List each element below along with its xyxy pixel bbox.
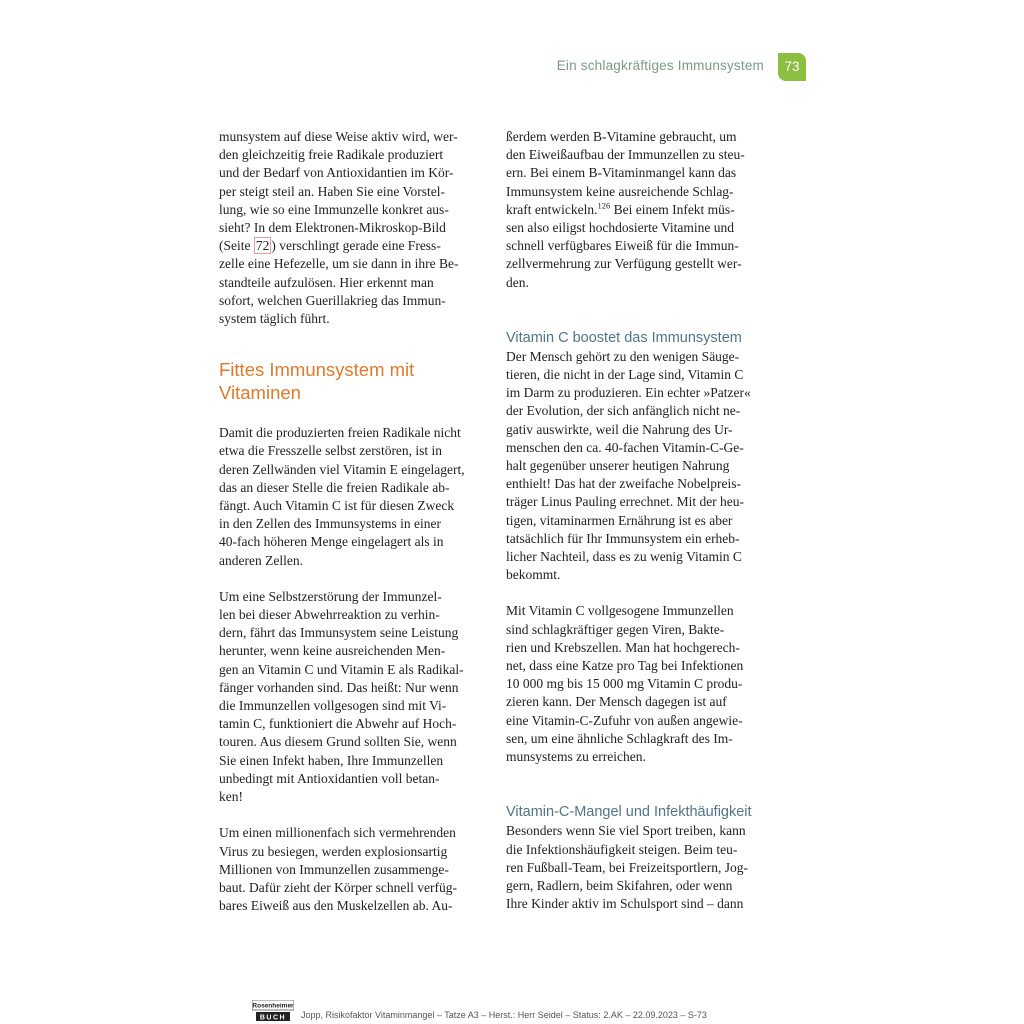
right-paragraph-4: Besonders wenn Sie viel Sport treiben, kann die Infektionshäufigkeit steigen. Beim teu- ren Fußball-Team, bei Freizeitsportlern, Jog- gern, Radlern, beim Skifahren, oder wenn Ihre Kinder aktiv im Schulsport sind – dann: [506, 823, 748, 912]
left-paragraph-1-text-b: ) verschlingt gerade eine Fress- zelle eine Hefezelle, um sie dann in ihre Be- standteile aufzulösen. Hier erkennt man sofort, welchen Guerillakrieg das Immun- system täglich führt.: [219, 238, 459, 327]
left-paragraph-4: Um einen millionenfach sich vermehrenden Virus zu besiegen, werden explosionsartig Millionen von Immunzellen zusammenge- baut. Dafür zieht der Körper schnell verfüg- bares Eiweiß aus den Muskelzellen ab. Au-: [219, 825, 458, 914]
subheading-vitamin-c-boost: Vitamin C boostet das Immunsystem: [506, 329, 742, 346]
right-paragraph-3: Mit Vitamin C vollgesogene Immunzellen sind schlagkräftiger gegen Viren, Bakte- rien und Krebszellen. Man hat hochgerech- net, dass eine Katze pro Tag bei Infektionen 10 000 mg bis 15 000 mg Vitamin C produ- zieren kann. Der Mensch dagegen ist auf eine Vitamin-C-Zufuhr von außen angewie- sen, um eine ähnliche Schlagkraft des Im- munsystems zu erreichen.: [506, 603, 744, 765]
left-paragraph-2: Damit die produzierten freien Radikale nicht etwa die Fresszelle selbst zerstören, ist in deren Zellwänden viel Vitamin E eingelagert, das an dieser Stelle die freien Radikale ab- fängt. Auch Vitamin C ist für diesen Zweck in den Zellen des Immunsystems in einer 40-fach höheren Menge eingelagert als in anderen Zellen.: [219, 425, 465, 568]
page-number-badge: 73: [778, 53, 806, 81]
left-paragraph-1-text-a: munsystem auf diese Weise aktiv wird, wer- den gleichzeitig freie Radikale produziert und der Bedarf von Antioxidantien im Kör- per steigt steil an. Haben Sie eine Vorstel- lung, wie so eine Immunzelle konkret aus- sieht? In dem Elektronen-Mikroskop-Bild (Seite: [219, 129, 458, 254]
right-column: [506, 128, 768, 913]
left-column: [219, 128, 481, 915]
right-paragraph-1: [506, 128, 768, 292]
left-paragraph-3: Um eine Selbstzerstörung der Immunzel- len bei dieser Abwehrreaktion zu verhin- dern, fährt das Immunsystem seine Leistung herunter, wenn keine ausreichenden Men- gen an Vitamin C und Vitamin E als Radikal- fänger vorhanden sind. Das heißt: Nur wenn die Immunzellen vollgesogen sind mit Vi- tamin C, funktioniert die Abwehr auf Hoch- touren. Aus diesem Grund sollten Sie, wenn Sie einen Infekt haben, Ihre Immunzellen unbedingt mit Antioxidantien voll betan- ken!: [219, 588, 464, 805]
footnote-marker: 126: [597, 200, 611, 211]
right-paragraph-1-text-a: ßerdem werden B-Vitamine gebraucht, um den Eiweißaufbau der Immunzellen zu steu- ern. Bei einem B-Vitaminmangel kann das Immunsystem keine ausreichende Schlag- kraft entwickeln.: [506, 129, 745, 217]
logo-text-bottom: BUCH: [259, 1014, 287, 1022]
publisher-logo-icon: [252, 1000, 294, 1022]
right-paragraph-2: Der Mensch gehört zu den wenigen Säuge- tieren, die nicht in der Lage sind, Vitamin C im Darm zu produzieren. Ein echter »Patzer« der Evolution, der sich anfänglich nicht ne- gativ auswirkte, weil die Nahrung des Ur- menschen den ca. 40-fachen Vitamin-C-Ge- halt gegenüber unserer heutigen Nahrung enthielt! Das hat der zweifache Nobelpreis- träger Linus Pauling errechnet. Mit der heu- tigen, vitaminarmen Ernährung ist es aber tatsächlich für Ihr Immunsystem ein erheb- licher Nachteil, dass es zu wenig Vitamin C bekommt.: [506, 348, 751, 583]
subheading-vitamin-c-deficiency: Vitamin-C-Mangel und Infekthäufigkeit: [506, 804, 752, 821]
running-header-title: Ein schlagkräftiges Immunsystem: [556, 58, 764, 73]
page-reference-link[interactable]: 72: [255, 238, 270, 254]
logo-text-top: Rosenheimer: [252, 1002, 294, 1010]
print-footer-line: Jopp, Risikofaktor Vitaminmangel – Tatze A3 – Herst.: Herr Seidel – Status: 2.AK – 22.09.2023 – S-73: [301, 1010, 707, 1020]
section-heading-vitamins: Fittes Immunsystem mit Vitaminen: [219, 359, 415, 404]
right-paragraph-1-text-b: Bei einem Infekt müs- sen also eiligst hochdosierte Vitamine und schnell verfügbares Eiweiß für die Immun- zellvermehrung zur Verfügung gestellt wer- den.: [506, 201, 742, 290]
left-paragraph-1: [219, 128, 481, 328]
